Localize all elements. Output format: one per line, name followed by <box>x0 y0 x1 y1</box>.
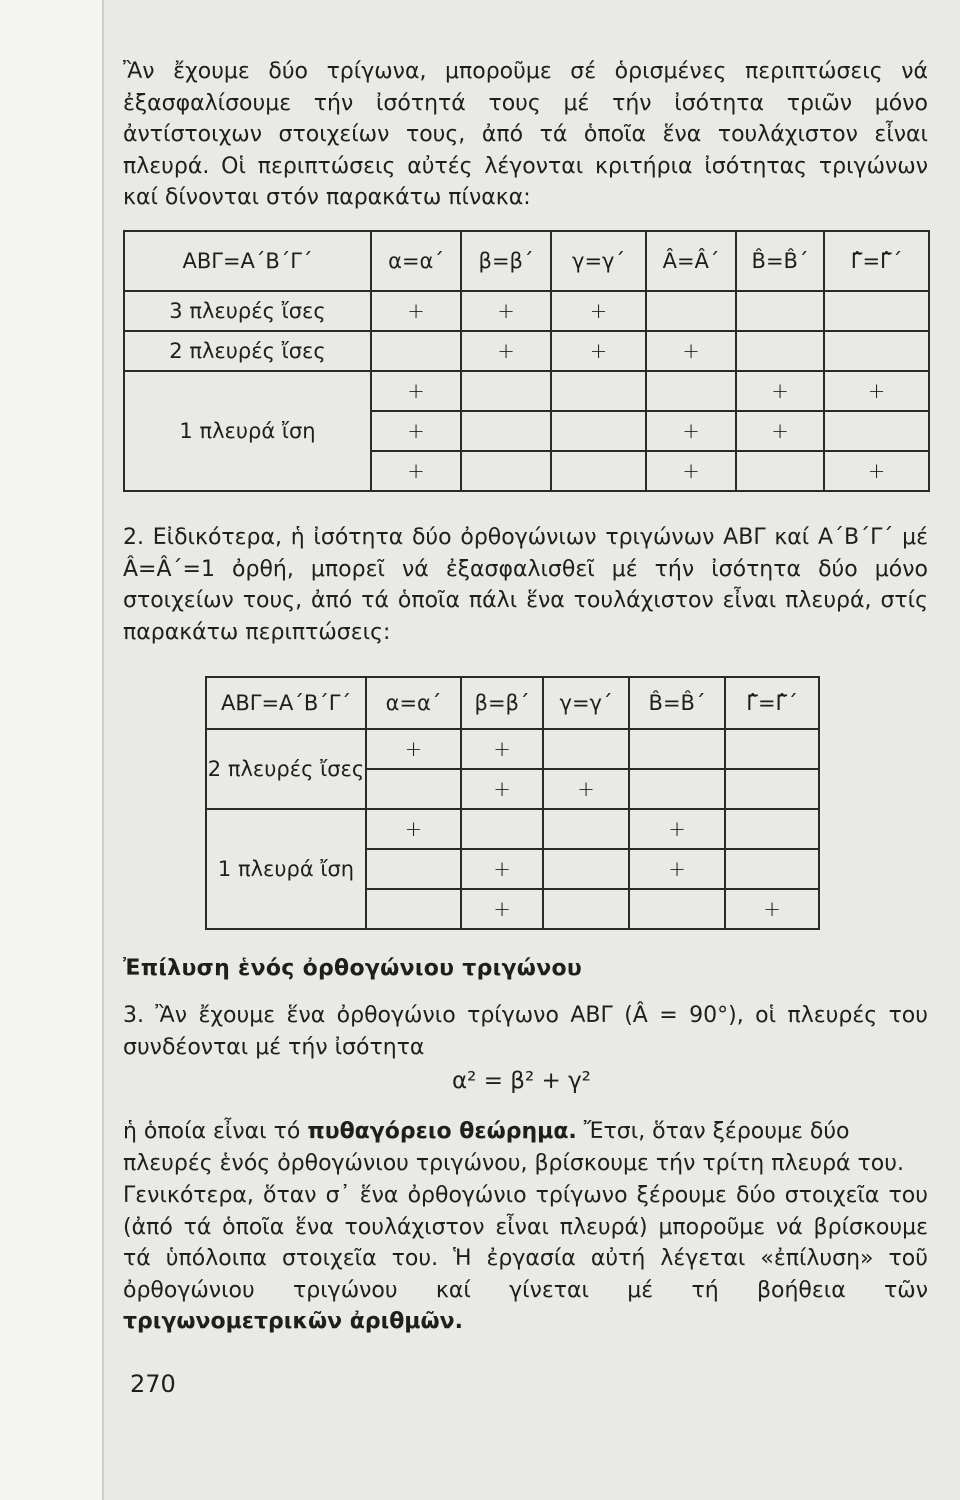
empty-cell <box>824 411 929 451</box>
triangle-criteria-table <box>123 230 930 492</box>
header-cell: β=β΄ <box>461 231 551 291</box>
paragraph-3 <box>123 1000 928 1063</box>
empty-cell <box>824 331 929 371</box>
row-label: 2 πλευρές ἴσες <box>124 331 371 371</box>
empty-cell <box>736 291 824 331</box>
paragraph-3b <box>123 1116 928 1179</box>
plus-mark: + <box>551 331 646 371</box>
plus-mark: + <box>543 769 629 809</box>
header-cell: γ=γ΄ <box>543 677 629 729</box>
trig-numbers-term: τριγωνομετρικῶν ἀριθμῶν. <box>123 1309 463 1334</box>
empty-cell <box>551 411 646 451</box>
table-row <box>206 809 819 849</box>
plus-mark: + <box>461 331 551 371</box>
plus-mark: + <box>824 451 929 491</box>
plus-mark: + <box>461 769 543 809</box>
page-edge <box>0 0 104 1500</box>
empty-cell <box>543 889 629 929</box>
empty-cell <box>725 769 819 809</box>
header-cell: B̂=B̂΄ <box>736 231 824 291</box>
plus-mark: + <box>371 291 461 331</box>
paragraph-3b-pre: ἡ ὁποία εἶναι τό <box>123 1119 308 1144</box>
table-row <box>124 331 929 371</box>
empty-cell <box>461 451 551 491</box>
table-header-row <box>206 677 819 729</box>
plus-mark: + <box>736 411 824 451</box>
header-cell: B̂=B̂΄ <box>629 677 725 729</box>
empty-cell <box>725 729 819 769</box>
plus-mark: + <box>461 291 551 331</box>
table-header-row <box>124 231 929 291</box>
paragraph-2: 2. Εἰδικότερα, ἡ ἰσότητα δύο ὀρθογώνιων τριγώνων ΑΒΓ καί Α΄Β΄Γ΄ μέ Â=Â΄=1 ὀρθή, μπορεῖ νά ἐξασφαλισθεῖ μέ τήν ἰσότητα δύο μόνο στοιχείων τους, ἀπό τά ὁποῖα πάλι ἕνα τουλάχιστον εἶναι πλευρά, στίς παρακάτω περιπτώσεις: <box>123 525 928 645</box>
header-cell: ΑΒΓ=Α΄Β΄Γ΄ <box>124 231 371 291</box>
empty-cell <box>736 451 824 491</box>
empty-cell <box>371 331 461 371</box>
table-row <box>124 371 929 411</box>
row-label: 2 πλευρές ἴσες <box>206 729 366 809</box>
empty-cell <box>366 769 461 809</box>
empty-cell <box>824 291 929 331</box>
empty-cell <box>646 371 736 411</box>
plus-mark: + <box>366 729 461 769</box>
row-label: 3 πλευρές ἴσες <box>124 291 371 331</box>
pythagorean-formula: α² = β² + γ² <box>452 1068 591 1094</box>
empty-cell <box>629 889 725 929</box>
empty-cell <box>551 451 646 491</box>
plus-mark: + <box>824 371 929 411</box>
right-triangle-criteria-table <box>205 676 820 930</box>
plus-mark: + <box>461 889 543 929</box>
empty-cell <box>543 729 629 769</box>
header-cell: α=α΄ <box>366 677 461 729</box>
paragraph-1: Ἂν ἔχουμε δύο τρίγωνα, μποροῦμε σέ ὁρισμένες περιπτώσεις νά ἐξασφαλίσουμε τήν ἰσότητά τους μέ τήν ἰσότητα τριῶν μόνο ἀντίστοιχων στοιχείων τους, ἀπό τά ὁποῖα ἕνα τουλάχιστον εἶναι πλευρά. Οἱ περιπτώσεις αὐτές λέγονται κριτήρια ἰσότητας τριγώνων καί δίνονται στόν παρακάτω πίνακα: <box>123 59 928 210</box>
row-label: 1 πλευρά ἴση <box>124 371 371 491</box>
empty-cell <box>366 889 461 929</box>
empty-cell <box>646 291 736 331</box>
plus-mark: + <box>371 451 461 491</box>
empty-cell <box>629 729 725 769</box>
empty-cell <box>543 809 629 849</box>
paragraph-3-text: 3. Ἂν ἔχουμε ἕνα ὀρθογώνιο τρίγωνο ΑΒΓ (Â = 90°), οἱ πλευρές του συνδέονται μέ τήν ἰσότητα <box>123 1003 928 1060</box>
table-row <box>206 729 819 769</box>
theorem-name: πυθαγόρειο θεώρημα. <box>307 1119 577 1144</box>
page-number: 270 <box>130 1370 176 1398</box>
header-cell: ΑΒΓ=Α΄Β΄Γ΄ <box>206 677 366 729</box>
plus-mark: + <box>629 849 725 889</box>
section-heading: Ἐπίλυση ἑνός ὀρθογώνιου τριγώνου <box>123 956 583 981</box>
empty-cell <box>736 331 824 371</box>
plus-mark: + <box>725 889 819 929</box>
empty-cell <box>366 849 461 889</box>
plus-mark: + <box>646 331 736 371</box>
empty-cell <box>461 411 551 451</box>
header-cell: γ=γ΄ <box>551 231 646 291</box>
header-cell: α=α΄ <box>371 231 461 291</box>
plus-mark: + <box>646 451 736 491</box>
empty-cell <box>725 849 819 889</box>
plus-mark: + <box>629 809 725 849</box>
header-cell: β=β΄ <box>461 677 543 729</box>
row-label: 1 πλευρά ἴση <box>206 809 366 929</box>
table-row <box>124 291 929 331</box>
empty-cell <box>461 371 551 411</box>
plus-mark: + <box>646 411 736 451</box>
plus-mark: + <box>371 411 461 451</box>
plus-mark: + <box>371 371 461 411</box>
plus-mark: + <box>461 849 543 889</box>
paragraph-3b-post: Ἔτσι, ὅταν ξέρουμε δύο πλευρές ἑνός ὀρθογώνιου τριγώνου, βρίσκουμε τήν τρίτη πλευρά του. <box>123 1119 904 1176</box>
empty-cell <box>629 769 725 809</box>
empty-cell <box>461 809 543 849</box>
header-cell: Γ̂=Γ̂΄ <box>725 677 819 729</box>
header-cell: Γ̂=Γ̂΄ <box>824 231 929 291</box>
paragraph-4-pre: Γενικότερα, ὅταν σ᾽ ἕνα ὀρθογώνιο τρίγωνο ξέρουμε δύο στοιχεῖα του (ἀπό τά ὁποῖα ἕνα τουλάχιστον εἶναι πλευρά) μποροῦμε νά βρίσκουμε τά ὑπόλοιπα στοιχεῖα του. Ἡ ἐργασία αὐτή λέγεται «ἐπίλυση» τοῦ ὀρθογώνιου τριγώνου καί γίνεται μέ τή βοήθεια τῶν <box>123 1183 928 1303</box>
plus-mark: + <box>551 291 646 331</box>
empty-cell <box>543 849 629 889</box>
empty-cell <box>551 371 646 411</box>
paragraph-4 <box>123 1180 928 1338</box>
plus-mark: + <box>461 729 543 769</box>
plus-mark: + <box>366 809 461 849</box>
header-cell: Â=Â΄ <box>646 231 736 291</box>
plus-mark: + <box>736 371 824 411</box>
empty-cell <box>725 809 819 849</box>
